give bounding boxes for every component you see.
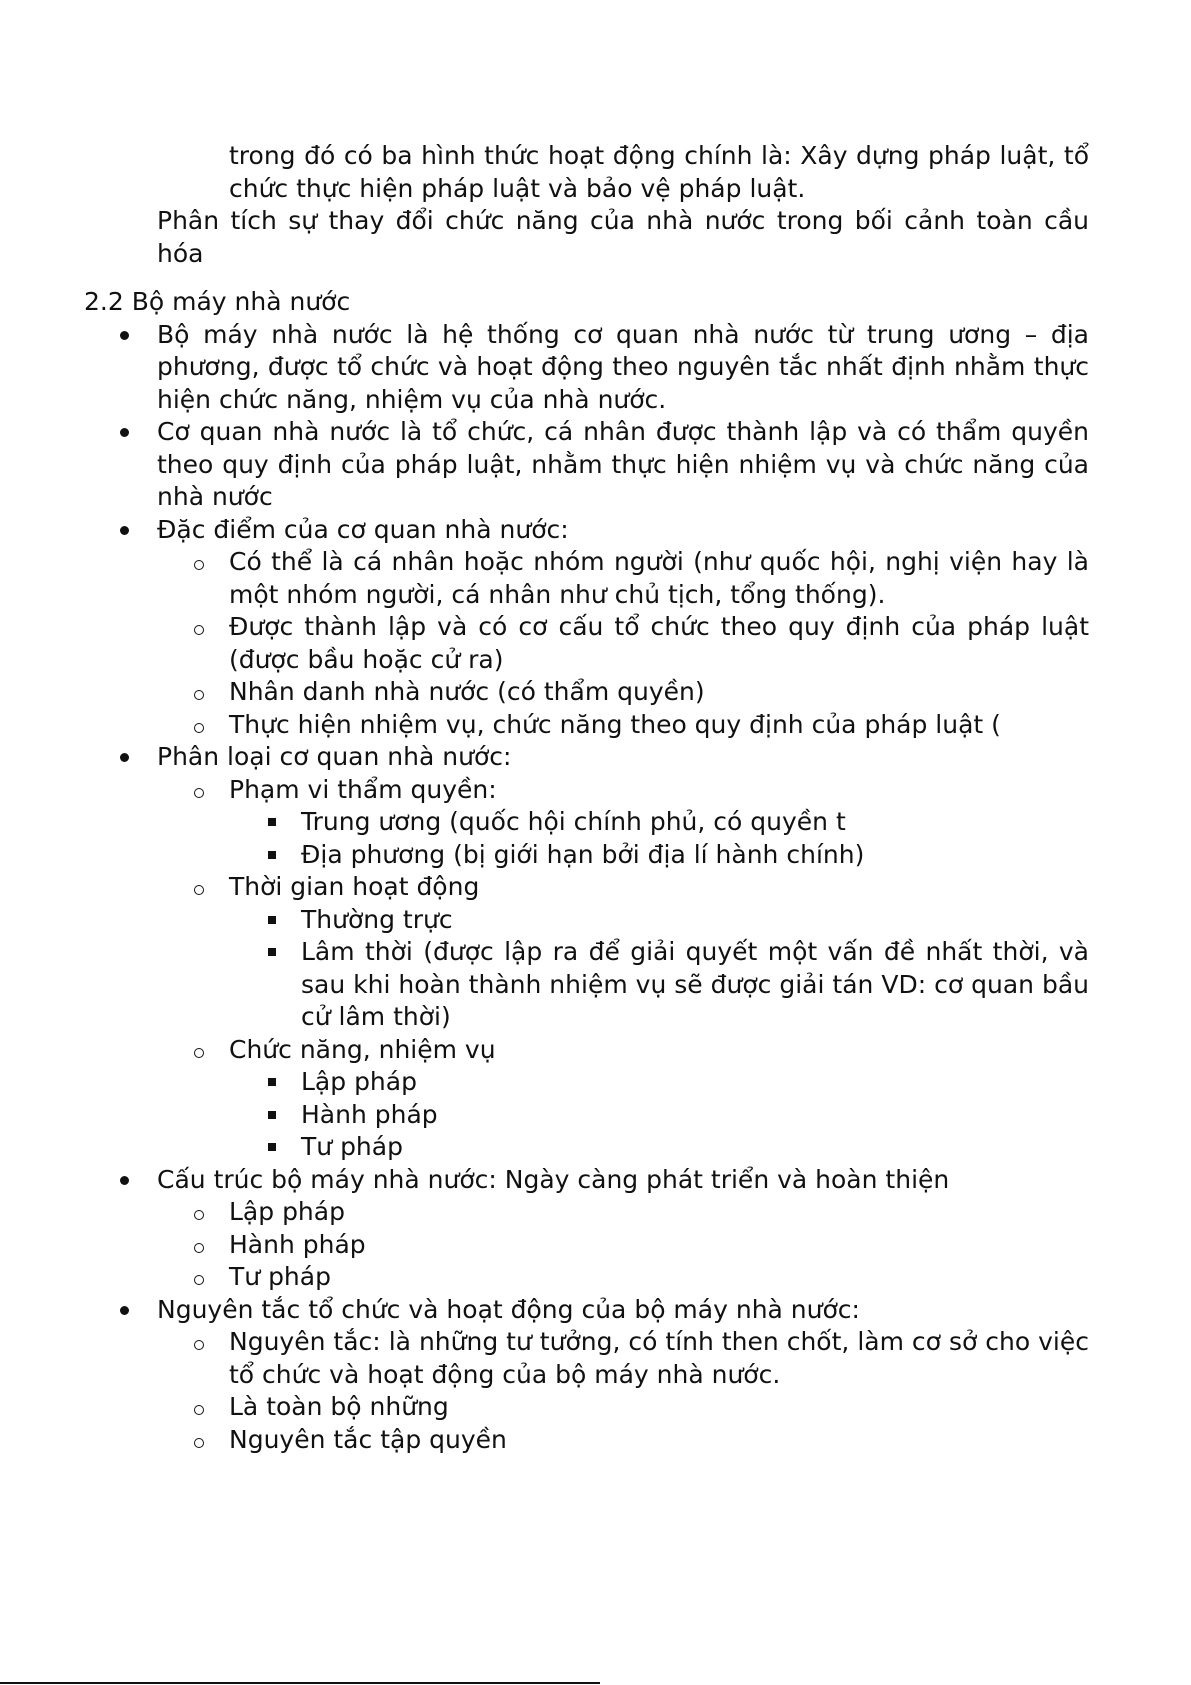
sub-list-item — [229, 1261, 1089, 1294]
bullet-square-icon — [268, 839, 278, 871]
list-item-text: Nguyên tắc tổ chức và hoạt động của bộ máy nhà nước: — [157, 1294, 860, 1324]
bullet-circle-icon — [194, 1424, 206, 1456]
list-item — [157, 514, 1089, 742]
sub-list-item-text: Thực hiện nhiệm vụ, chức năng theo quy định của pháp luật ( — [229, 709, 1001, 739]
sub-sub-list-item-text: Trung ương (quốc hội chính phủ, có quyền t — [301, 807, 846, 836]
sub-list-item-text: Nhân danh nhà nước (có thẩm quyền) — [229, 677, 705, 706]
page-bottom-rule — [0, 1682, 600, 1684]
continuation-paragraph: Phân tích sự thay đổi chức năng của nhà nước trong bối cảnh toàn cầu hóa — [157, 206, 1089, 268]
bullet-circle-icon — [194, 611, 206, 643]
sub-sub-list-item-text: Tư pháp — [301, 1132, 403, 1161]
sub-list-item — [229, 1326, 1089, 1391]
sub-list-item — [229, 1424, 1089, 1457]
sub-list-item — [229, 676, 1089, 709]
sub-list-item — [229, 611, 1089, 676]
list-item-text: Bộ máy nhà nước là hệ thống cơ quan nhà nước từ trung ương – địa phương, được tổ chức và hoạt động theo nguyên tắc nhất định nhằm thực hiện chức năng, nhiệm vụ của nhà nước. — [157, 319, 1089, 414]
bullet-disc-icon — [120, 1164, 130, 1196]
sub-list-item — [229, 871, 1089, 1034]
sub-sub-list-item — [301, 936, 1089, 1034]
sub-list-item — [229, 1391, 1089, 1424]
sub-list-item-text: Nguyên tắc: là những tư tưởng, có tính then chốt, làm cơ sở cho việc tổ chức và hoạt động của bộ máy nhà nước. — [229, 1327, 1089, 1389]
bullet-disc-icon — [120, 416, 130, 448]
bullet-circle-icon — [194, 871, 206, 903]
sub-list — [157, 774, 1089, 1164]
sub-list — [157, 1196, 1089, 1294]
bullet-disc-icon — [120, 1294, 130, 1326]
main-bullet-list — [0, 319, 1191, 1457]
sub-list-item — [229, 709, 1089, 742]
sub-list-item-text: Lập pháp — [229, 1197, 345, 1226]
bullet-circle-icon — [194, 1261, 206, 1293]
bullet-circle-icon — [194, 1034, 206, 1066]
bullet-square-icon — [268, 1131, 278, 1163]
sub-list — [157, 1326, 1089, 1456]
sub-sub-list-item — [301, 1099, 1089, 1132]
list-item — [157, 319, 1089, 417]
bullet-circle-icon — [194, 1391, 206, 1423]
bullet-disc-icon — [120, 741, 130, 773]
bullet-circle-icon — [194, 774, 206, 806]
sub-sub-list-item-text: Hành pháp — [301, 1099, 438, 1129]
sub-list-item — [229, 546, 1089, 611]
bullet-square-icon — [268, 1066, 278, 1098]
sub-list-item — [229, 1196, 1089, 1229]
sub-list — [157, 546, 1089, 741]
list-item-text: Cơ quan nhà nước là tổ chức, cá nhân được thành lập và có thẩm quyền theo quy định của pháp luật, nhằm thực hiện nhiệm vụ và chức năng của nhà nước — [157, 417, 1089, 511]
bullet-disc-icon — [120, 319, 130, 351]
sub-sub-list-item — [301, 806, 1089, 839]
sub-sub-list-item — [301, 904, 1089, 937]
sub-list-item-text: Hành pháp — [229, 1229, 366, 1259]
bullet-square-icon — [268, 1099, 278, 1131]
sub-sub-list-item-text: Địa phương (bị giới hạn bởi địa lí hành chính) — [301, 839, 865, 869]
bullet-square-icon — [268, 904, 278, 936]
bullet-square-icon — [268, 936, 278, 968]
sub-list-item-text: Phạm vi thẩm quyền: — [229, 774, 497, 804]
sub-sub-list-item — [301, 1131, 1089, 1164]
sub-sub-list-item-text: Lập pháp — [301, 1067, 417, 1096]
bullet-disc-icon — [120, 514, 130, 546]
bullet-circle-icon — [194, 709, 206, 741]
bullet-circle-icon — [194, 676, 206, 708]
sub-list-item-text: Thời gian hoạt động — [229, 872, 480, 901]
sub-list-item-text: Được thành lập và có cơ cấu tổ chức theo quy định của pháp luật (được bầu hoặc cử ra) — [229, 612, 1089, 674]
sub-list-item-text: Có thể là cá nhân hoặc nhóm người (như quốc hội, nghị viện hay là một nhóm người, cá nhân như chủ tịch, tổng thống). — [229, 547, 1089, 609]
sub-list-item-text: Là toàn bộ những — [229, 1392, 449, 1421]
sub-sub-list-item-text: Lâm thời (được lập ra để giải quyết một vấn đề nhất thời, và sau khi hoàn thành nhiệm vụ sẽ được giải tán VD: cơ quan bầu cử lâm thời) — [301, 937, 1089, 1031]
sub-list-item-text: Tư pháp — [229, 1262, 331, 1291]
bullet-circle-icon — [194, 1229, 206, 1261]
bullet-square-icon — [268, 806, 278, 838]
list-item-text: Phân loại cơ quan nhà nước: — [157, 742, 512, 771]
sub-list-item — [229, 774, 1089, 872]
sub-sub-list — [229, 806, 1089, 871]
sub-list-item — [229, 1229, 1089, 1262]
sub-list-item-text: Nguyên tắc tập quyền — [229, 1424, 507, 1454]
list-item — [157, 416, 1089, 514]
sub-sub-list — [229, 1066, 1089, 1164]
sub-list-item — [229, 1034, 1089, 1164]
continuation-paragraph-nested: trong đó có ba hình thức hoạt động chính là: Xây dựng pháp luật, tổ chức thực hiện pháp luật và bảo vệ pháp luật. — [229, 141, 1089, 203]
sub-sub-list — [229, 904, 1089, 1034]
section-heading: 2.2 Bộ máy nhà nước — [84, 287, 351, 316]
list-item — [157, 1164, 1089, 1294]
sub-sub-list-item — [301, 839, 1089, 872]
sub-sub-list-item — [301, 1066, 1089, 1099]
document-body — [0, 140, 1191, 1456]
list-item — [157, 741, 1089, 1164]
list-item — [157, 1294, 1089, 1457]
bullet-circle-icon — [194, 546, 206, 578]
sub-sub-list-item-text: Thường trực — [301, 904, 453, 934]
list-item-text: Đặc điểm của cơ quan nhà nước: — [157, 514, 569, 544]
bullet-circle-icon — [194, 1326, 206, 1358]
list-item-text: Cấu trúc bộ máy nhà nước: Ngày càng phát triển và hoàn thiện — [157, 1164, 950, 1194]
bullet-circle-icon — [194, 1196, 206, 1228]
sub-list-item-text: Chức năng, nhiệm vụ — [229, 1034, 496, 1064]
